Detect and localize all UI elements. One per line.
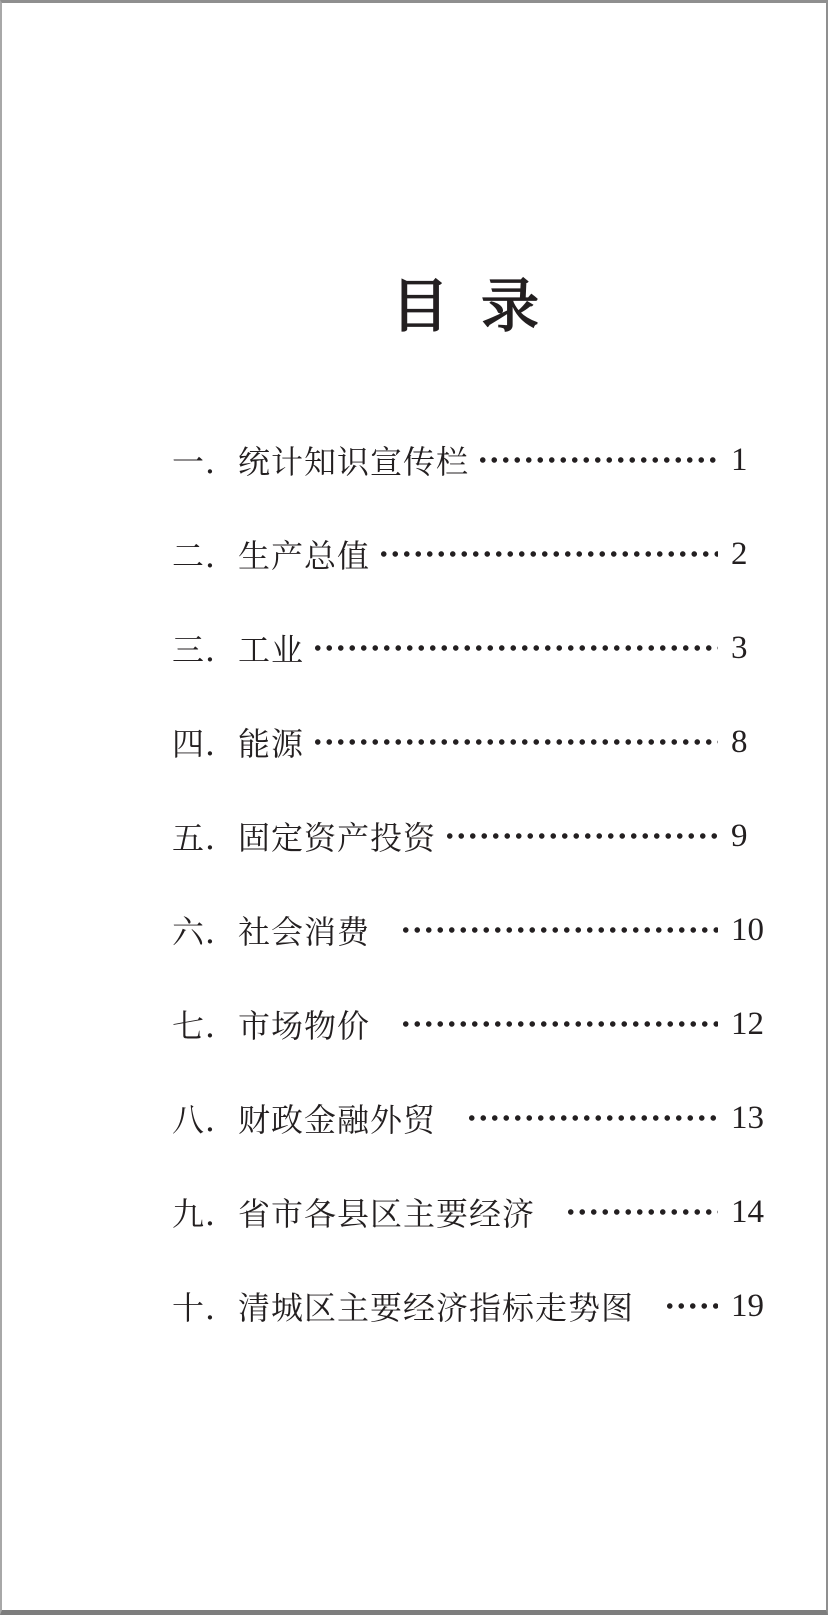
toc-entry	[172, 1259, 766, 1353]
toc-entry-label: 八．财政金融外贸	[172, 1102, 437, 1138]
toc-entry	[172, 883, 766, 977]
toc-entry-label: 七．市场物价	[172, 1008, 371, 1044]
toc-entry-page-number: 9	[731, 817, 748, 854]
toc-entry-page-number: 10	[731, 911, 764, 948]
toc-entry-label: 六．社会消费	[172, 914, 371, 950]
toc-entry-page-number: 12	[731, 1005, 764, 1042]
toc-entry	[172, 413, 766, 507]
toc-entry	[172, 507, 766, 601]
dot-leader	[477, 455, 718, 465]
toc-entry-label: 二．生产总值	[172, 538, 371, 574]
dot-leader	[400, 925, 718, 935]
page-title: 目 录	[390, 274, 548, 339]
dot-leader	[466, 1113, 718, 1123]
toc-entry-page-number: 13	[731, 1099, 764, 1136]
dot-leader	[444, 831, 718, 841]
toc-entry-label: 四．能源	[172, 726, 305, 762]
dot-leader	[400, 1019, 718, 1029]
toc-entry	[172, 977, 766, 1071]
toc-entry-page-number: 3	[731, 629, 748, 666]
toc-entry	[172, 789, 766, 883]
toc-entry-label: 五．固定资产投资	[172, 820, 437, 856]
dot-leader	[312, 737, 718, 747]
toc-entry	[172, 601, 766, 695]
toc-entry-page-number: 14	[731, 1193, 764, 1230]
dot-leader	[312, 643, 718, 653]
toc-entry-page-number: 19	[731, 1287, 764, 1324]
dot-leader	[664, 1301, 718, 1311]
toc-entry-label: 十．清城区主要经济指标走势图	[172, 1290, 635, 1326]
table-of-contents	[172, 413, 766, 1353]
dot-leader	[565, 1207, 718, 1217]
dot-leader	[378, 549, 718, 559]
toc-entry-page-number: 2	[731, 535, 748, 572]
toc-entry-page-number: 1	[731, 441, 748, 478]
toc-entry-page-number: 8	[731, 723, 748, 760]
toc-entry	[172, 1071, 766, 1165]
toc-entry-label: 九．省市各县区主要经济	[172, 1196, 536, 1232]
toc-entry-label: 三．工业	[172, 632, 305, 668]
page-content	[2, 3, 826, 1610]
toc-entry	[172, 1165, 766, 1259]
toc-entry-label: 一．统计知识宣传栏	[172, 444, 470, 480]
toc-entry	[172, 695, 766, 789]
